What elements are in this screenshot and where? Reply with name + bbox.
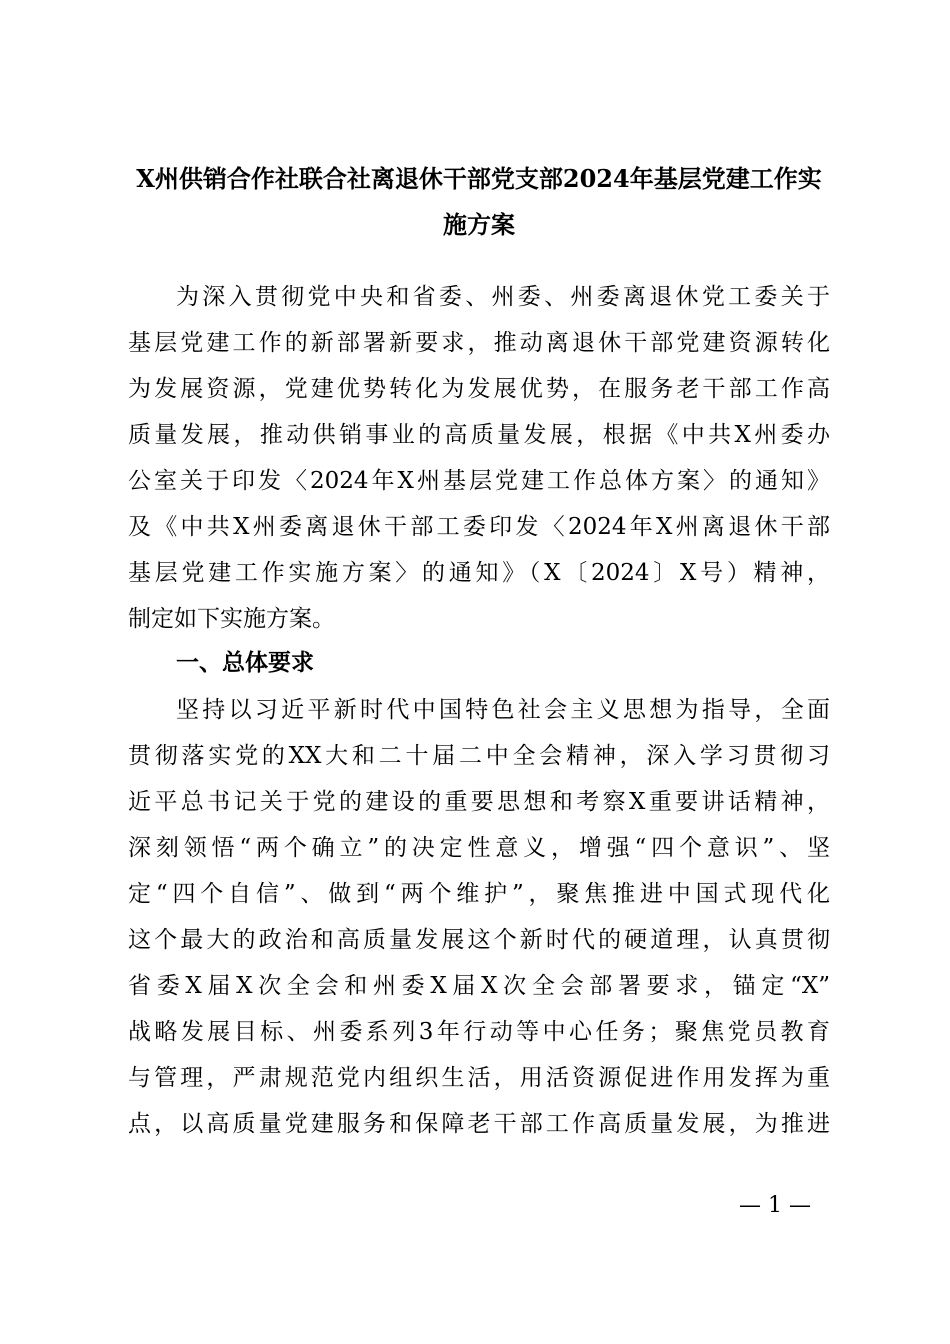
paragraph-line: 与管理，严肃规范党内组织生活，用活资源促进作用发挥为重 [128, 1065, 830, 1091]
paragraph-line: 坚持以习近平新时代中国特色社会主义思想为指导，全面 [176, 697, 830, 723]
paragraph-line: 贯彻落实党的XX大和二十届二中全会精神，深入学习贯彻习 [128, 743, 830, 769]
paragraph-line: 近平总书记关于党的建设的重要思想和考察X重要讲话精神， [128, 789, 830, 815]
paragraph-line: 定“四个自信”、做到“两个维护”，聚焦推进中国式现代化 [128, 881, 830, 907]
paragraph-line: 省委X届X次全会和州委X届X次全会部署要求，锚定“X” [128, 973, 830, 999]
paragraph-line: 为深入贯彻党中央和省委、州委、州委离退休党工委关于 [176, 284, 830, 310]
paragraph-line: 及《中共X州委离退休干部工委印发〈2024年X州离退休干部 [128, 514, 830, 540]
paragraph-line: 质量发展，推动供销事业的高质量发展，根据《中共X州委办 [128, 422, 830, 448]
paragraph-line: 基层党建工作的新部署新要求，推动离退休干部党建资源转化 [128, 330, 830, 356]
page-number: — 1 — [739, 1193, 811, 1218]
paragraph-line: 点，以高质量党建服务和保障老干部工作高质量发展，为推进 [128, 1111, 830, 1137]
document-title [128, 156, 830, 248]
title-line-2: 施方案 [443, 210, 515, 239]
title-line-1: X州供销合作社联合社离退休干部党支部2024年基层党建工作实 [136, 164, 822, 193]
paragraph-line: 战略发展目标、州委系列3年行动等中心任务；聚焦党员教育 [128, 1019, 830, 1045]
paragraph-line: 公室关于印发〈2024年X州基层党建工作总体方案〉的通知》 [128, 468, 830, 494]
paragraph-line: 制定如下实施方案。 [128, 606, 335, 632]
paragraph-line: 深刻领悟“两个确立”的决定性意义，增强“四个意识”、坚 [128, 835, 830, 861]
paragraph-line: 基层党建工作实施方案〉的通知》（X〔2024〕X号）精神， [128, 560, 831, 586]
general-requirements-paragraph [128, 687, 830, 1147]
intro-paragraph [128, 274, 830, 642]
paragraph-line: 为发展资源，党建优势转化为发展优势，在服务老干部工作高 [128, 376, 830, 402]
paragraph-line: 这个最大的政治和高质量发展这个新时代的硬道理，认真贯彻 [128, 927, 830, 953]
section-heading-general-requirements: 一、总体要求 [176, 650, 314, 676]
